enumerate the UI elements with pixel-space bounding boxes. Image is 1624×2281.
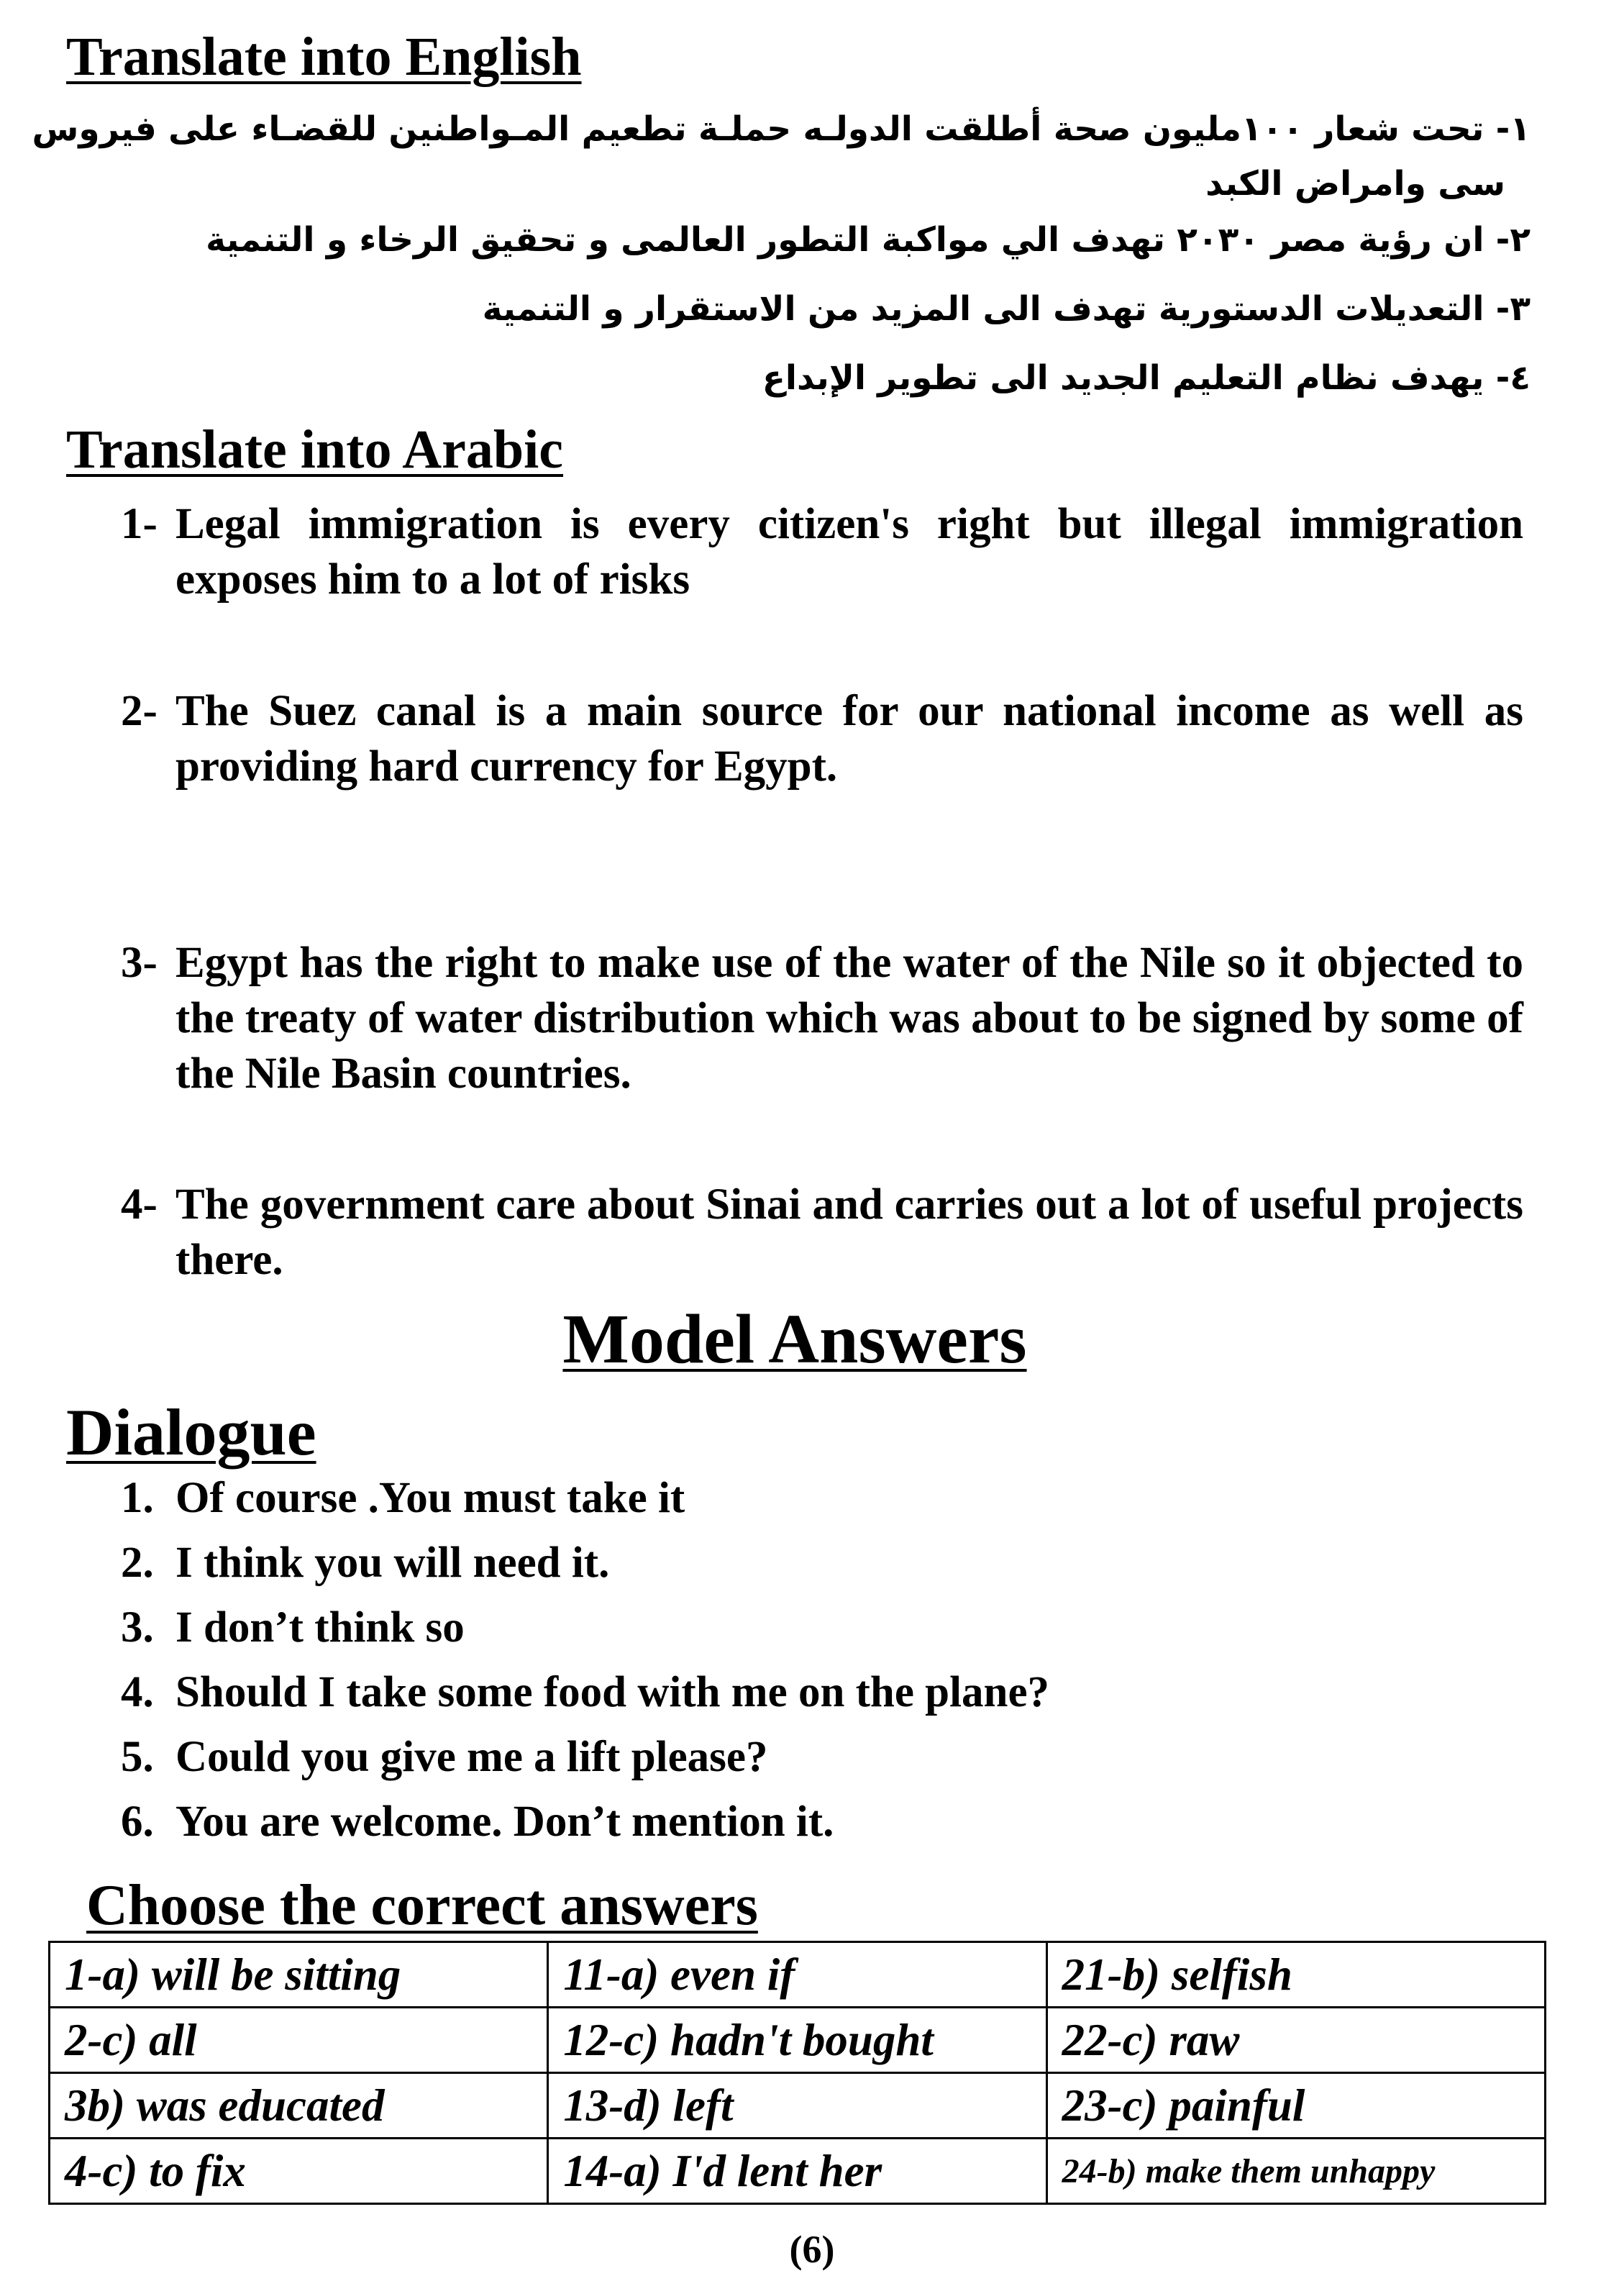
list-item <box>121 1790 1049 1854</box>
table-cell: 24-b) make them unhappy <box>1046 2139 1545 2204</box>
dialogue-list <box>121 1466 1049 1854</box>
table-row <box>50 2073 1546 2139</box>
item-number: 2- <box>121 687 158 735</box>
table-cell: 12-c) hadn't bought <box>548 2008 1046 2073</box>
english-item-2 <box>121 683 1523 794</box>
arabic-item-2: ٢- ان رؤية مصر ٢٠٣٠ تهدف الي مواكبة التطور العالمى و تحقيق الرخاء و التنمية <box>206 220 1531 260</box>
item-number: 1- <box>121 500 158 548</box>
arabic-item-4: ٤- يهدف نظام التعليم الجديد الى تطوير الإبداع <box>762 358 1531 398</box>
item-number: 4. <box>121 1668 154 1716</box>
table-cell: 1-a) will be sitting <box>50 1942 548 2008</box>
table-cell: 14-a) I'd lent her <box>548 2139 1046 2204</box>
section-heading-translate-arabic: Translate into Arabic <box>66 419 564 480</box>
table-row <box>50 2008 1546 2073</box>
item-number: 3- <box>121 939 158 987</box>
item-text: I think you will need it. <box>175 1539 610 1587</box>
list-item <box>121 1660 1049 1725</box>
item-text: Should I take some food with me on the plane? <box>175 1668 1050 1716</box>
table-cell: 22-c) raw <box>1046 2008 1545 2073</box>
item-text: Egypt has the right to make use of the water of the Nile so it objected to the treaty of water distribution which was about to be signed by some of the Nile Basin countries. <box>175 939 1523 1098</box>
table-cell: 11-a) even if <box>548 1942 1046 2008</box>
arabic-item-1-line-1: ١- تحت شعار ١٠٠مليون صحة أطلقت الدولـه حملـة تطعيم المـواطنين للقضـاء على فيروس <box>32 109 1531 149</box>
item-number: 2. <box>121 1539 154 1587</box>
list-item <box>121 1595 1049 1660</box>
page-number: (6) <box>789 2228 835 2271</box>
item-text: Legal immigration is every citizen's right but illegal immigration exposes him to a lot of risks <box>175 500 1523 604</box>
item-text: The government care about Sinai and carries out a lot of useful projects there. <box>175 1180 1523 1284</box>
table-row <box>50 2139 1546 2204</box>
table-cell: 21-b) selfish <box>1046 1942 1545 2008</box>
arabic-item-3: ٣- التعديلات الدستورية تهدف الى المزيد من الاستقرار و التنمية <box>482 289 1531 329</box>
table-cell: 4-c) to fix <box>50 2139 548 2204</box>
item-number: 4- <box>121 1180 158 1229</box>
table-row <box>50 1942 1546 2008</box>
list-item <box>121 1466 1049 1531</box>
section-heading-dialogue: Dialogue <box>66 1396 316 1469</box>
english-item-3 <box>121 935 1523 1101</box>
table-cell: 3b) was educated <box>50 2073 548 2139</box>
list-item <box>121 1531 1049 1595</box>
item-text: You are welcome. Don’t mention it. <box>175 1798 834 1846</box>
item-text: Could you give me a lift please? <box>175 1733 768 1781</box>
item-text: Of course .You must take it <box>175 1474 685 1522</box>
english-item-1 <box>121 496 1523 607</box>
section-heading-choose: Choose the correct answers <box>86 1874 758 1937</box>
english-item-4 <box>121 1177 1523 1288</box>
item-text: I don’t think so <box>175 1603 465 1652</box>
list-item <box>121 1725 1049 1790</box>
section-heading-translate-english: Translate into English <box>66 27 582 87</box>
answers-table <box>48 1941 1546 2205</box>
model-answers-title: Model Answers <box>562 1301 1027 1378</box>
item-number: 5. <box>121 1733 154 1781</box>
table-cell: 2-c) all <box>50 2008 548 2073</box>
item-number: 3. <box>121 1603 154 1652</box>
item-text: The Suez canal is a main source for our national income as well as providing hard currency for Egypt. <box>175 687 1523 791</box>
arabic-item-1-line-2: سى وامراض الكبد <box>1205 164 1505 204</box>
table-cell: 23-c) painful <box>1046 2073 1545 2139</box>
table-cell: 13-d) left <box>548 2073 1046 2139</box>
item-number: 1. <box>121 1474 154 1522</box>
item-number: 6. <box>121 1798 154 1846</box>
